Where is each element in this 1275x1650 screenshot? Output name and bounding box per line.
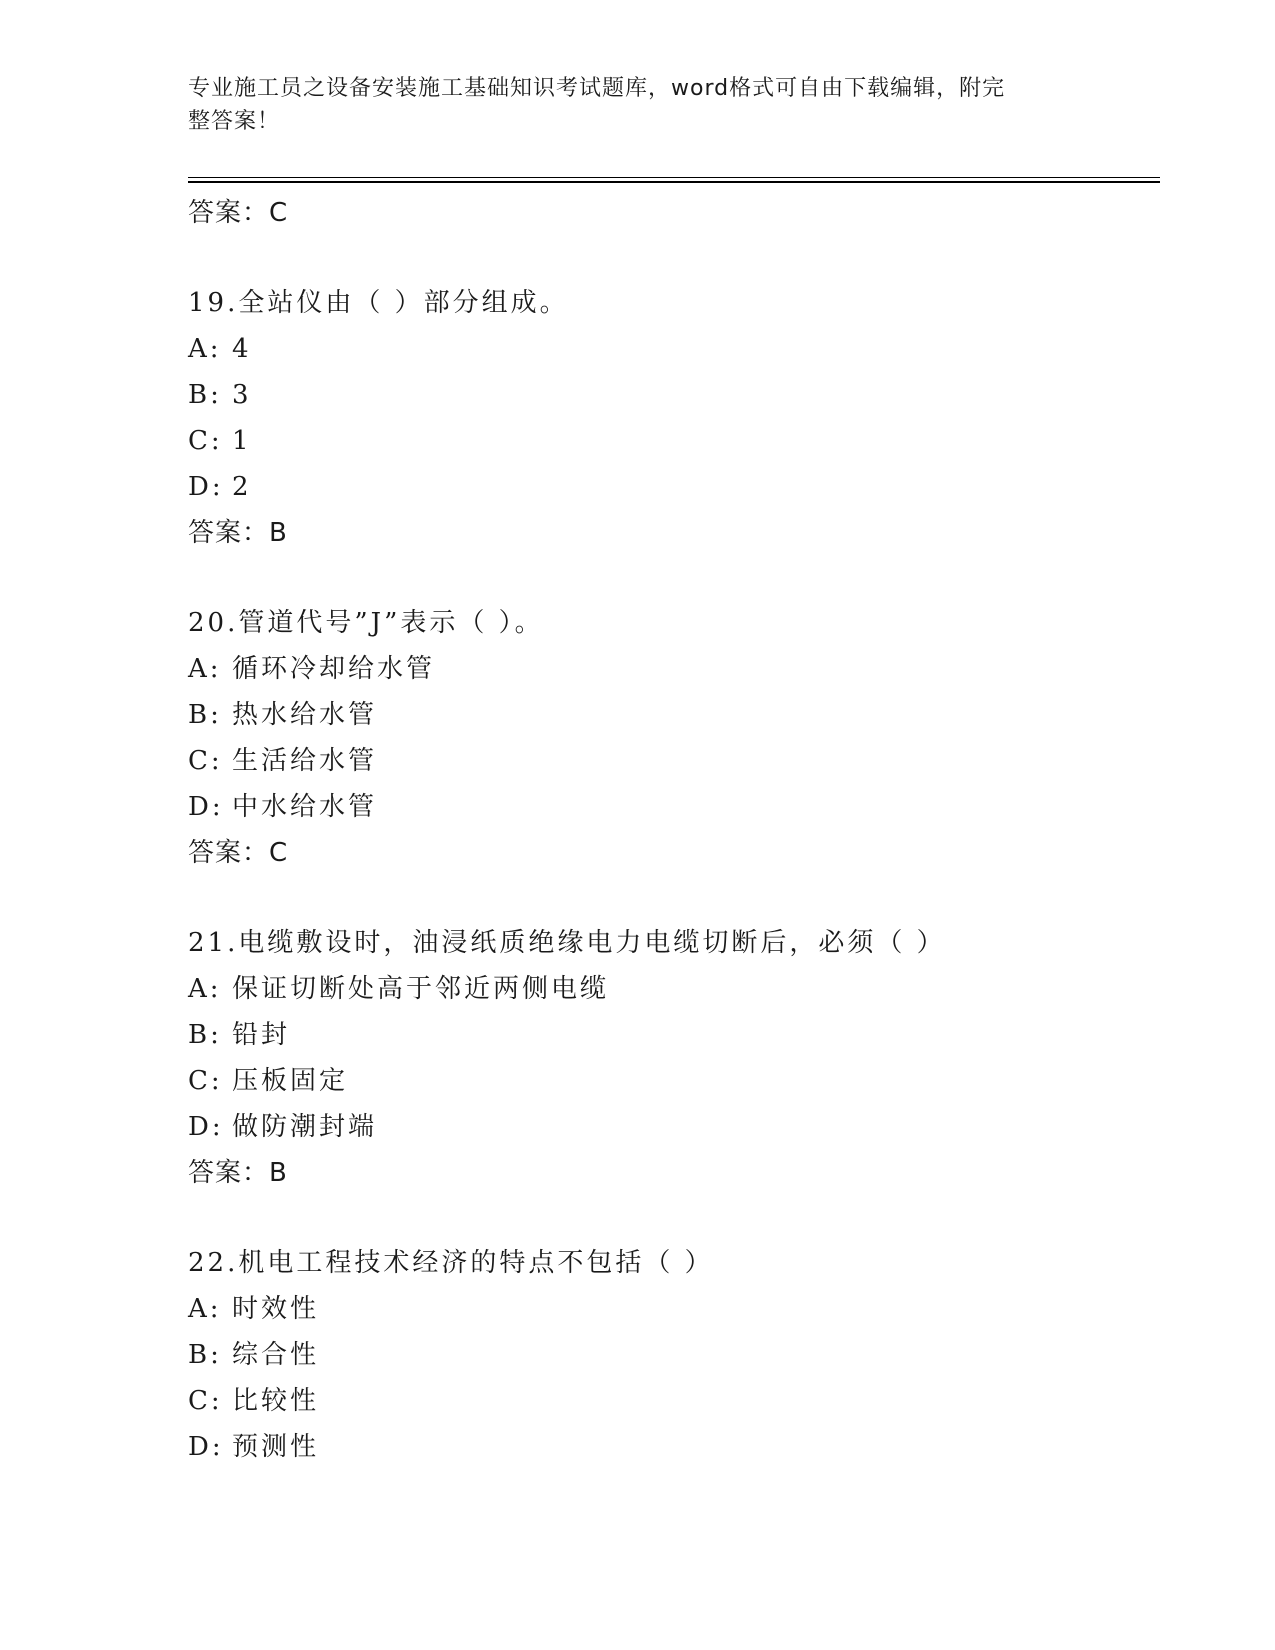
option-c (188, 418, 1160, 464)
option-d (188, 1104, 1160, 1150)
option-text: 时效性 (232, 1294, 320, 1324)
option-text: 热水给水管 (232, 700, 378, 730)
answer-line: 答案：C (188, 198, 289, 228)
option-label: C: (188, 1066, 223, 1096)
option-d (188, 464, 1160, 510)
option-a (188, 326, 1160, 372)
option-label: C: (188, 426, 223, 456)
option-text: 1 (232, 426, 252, 456)
option-label: C: (188, 1386, 223, 1416)
option-a (188, 1286, 1160, 1332)
option-c (188, 738, 1160, 784)
question-list (188, 190, 1160, 1470)
option-text: 4 (232, 334, 252, 364)
option-label: D: (188, 792, 224, 822)
question-block-22 (188, 1240, 1160, 1470)
spacer (188, 236, 1160, 280)
option-b (188, 1332, 1160, 1378)
option-label: C: (188, 746, 223, 776)
option-label: B: (188, 380, 222, 410)
header-divider-thin (188, 177, 1160, 178)
option-text: 3 (232, 380, 252, 410)
option-d (188, 1424, 1160, 1470)
header-line-2: 整答案！ (188, 109, 281, 134)
option-label: B: (188, 1340, 222, 1370)
option-label: A: (188, 974, 222, 1004)
option-label: A: (188, 654, 222, 684)
header-divider-thick (188, 181, 1160, 183)
option-text: 中水给水管 (232, 792, 378, 822)
spacer (188, 1196, 1160, 1240)
option-a (188, 966, 1160, 1012)
question-block-21 (188, 920, 1160, 1196)
option-text: 生活给水管 (232, 746, 378, 776)
option-label: B: (188, 700, 222, 730)
option-text: 压板固定 (232, 1066, 349, 1096)
option-text: 保证切断处高于邻近两侧电缆 (232, 974, 610, 1004)
document-header (188, 72, 1068, 138)
spacer (188, 876, 1160, 920)
option-text: 做防潮封端 (232, 1112, 378, 1142)
answer-line: 答案：B (188, 518, 288, 548)
spacer (188, 556, 1160, 600)
option-label: D: (188, 1432, 224, 1462)
option-text: 2 (232, 472, 252, 502)
question-text: 21.电缆敷设时，油浸纸质绝缘电力电缆切断后，必须（ ） (188, 928, 946, 958)
option-text: 循环冷却给水管 (232, 654, 436, 684)
option-label: B: (188, 1020, 222, 1050)
option-c (188, 1378, 1160, 1424)
option-a (188, 646, 1160, 692)
option-c (188, 1058, 1160, 1104)
answer-line: 答案：B (188, 1158, 288, 1188)
question-text: 22.机电工程技术经济的特点不包括（ ） (188, 1248, 714, 1278)
question-text: 19.全站仪由（ ）部分组成。 (188, 288, 569, 318)
option-b (188, 692, 1160, 738)
answer-line: 答案：C (188, 838, 289, 868)
header-line-1: 专业施工员之设备安装施工基础知识考试题库，word格式可自由下载编辑，附完 (188, 76, 1006, 101)
option-b (188, 1012, 1160, 1058)
option-text: 综合性 (232, 1340, 320, 1370)
option-label: D: (188, 1112, 224, 1142)
question-block-19 (188, 280, 1160, 556)
question-text: 20.管道代号”J”表示（ ）。 (188, 608, 544, 638)
option-text: 铅封 (232, 1020, 291, 1050)
question-block-20 (188, 600, 1160, 876)
option-d (188, 784, 1160, 830)
option-text: 预测性 (232, 1432, 320, 1462)
option-b (188, 372, 1160, 418)
option-label: A: (188, 334, 222, 364)
option-label: D: (188, 472, 224, 502)
option-text: 比较性 (232, 1386, 320, 1416)
option-label: A: (188, 1294, 222, 1324)
